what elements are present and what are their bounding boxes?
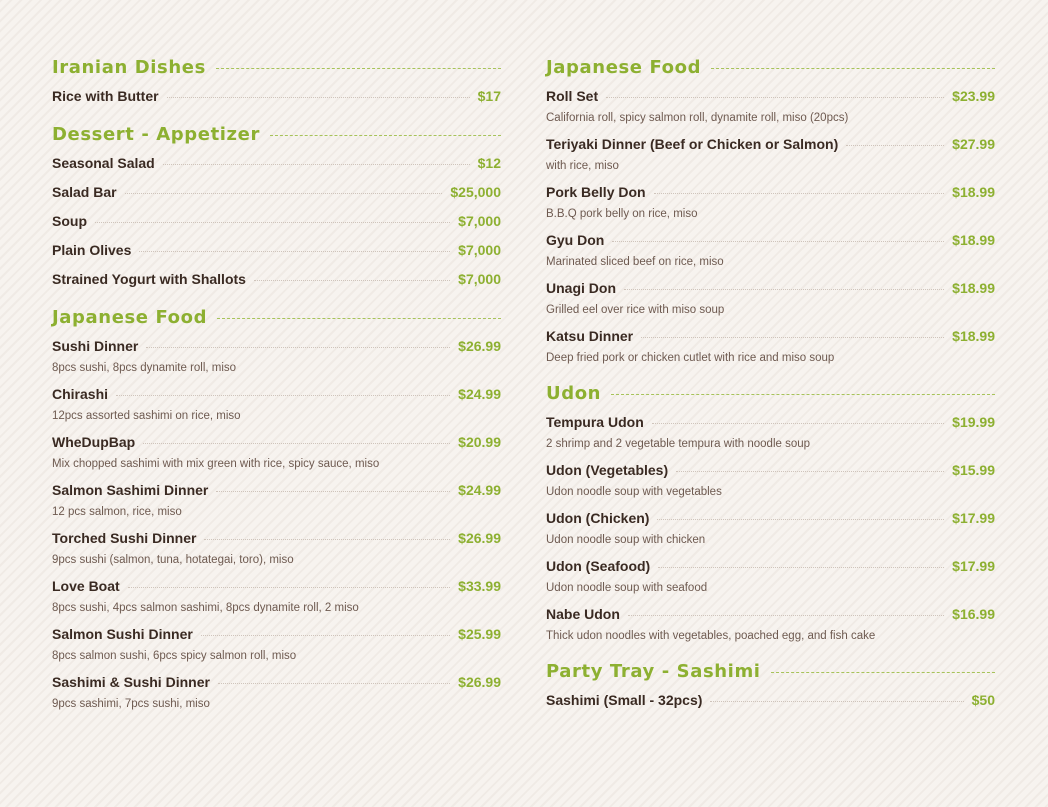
item-price: $15.99 <box>952 462 995 478</box>
item-name: Udon (Chicken) <box>546 510 650 526</box>
menu-item <box>52 578 501 616</box>
item-description: B.B.Q pork belly on rice, miso <box>546 208 698 220</box>
dotted-leader <box>676 471 944 472</box>
dotted-leader <box>95 222 450 223</box>
item-description: Thick udon noodles with vegetables, poached egg, and fish cake <box>546 630 876 642</box>
item-name: Soup <box>52 213 87 229</box>
item-name: Salmon Sushi Dinner <box>52 626 193 642</box>
dotted-leader <box>139 251 450 252</box>
item-description: Marinated sliced beef on rice, miso <box>546 256 724 268</box>
menu-item <box>52 88 501 107</box>
dotted-leader <box>125 193 443 194</box>
menu-item-row <box>52 530 501 549</box>
item-price: $27.99 <box>952 136 995 152</box>
menu-item <box>52 434 501 472</box>
menu-item-row <box>52 88 501 107</box>
item-description: Mix chopped sashimi with mix green with rice, spicy sauce, miso <box>52 458 380 470</box>
menu-item-row <box>52 578 501 597</box>
dashed-divider <box>217 318 501 319</box>
menu-item-row <box>52 674 501 693</box>
item-name: Udon (Seafood) <box>546 558 651 574</box>
item-name: Torched Sushi Dinner <box>52 530 197 546</box>
dashed-divider <box>216 68 501 69</box>
menu-item-row <box>52 434 501 453</box>
menu-item-row <box>546 232 995 251</box>
item-description: 12pcs assorted sashimi on rice, miso <box>52 410 241 422</box>
menu-item <box>546 136 995 174</box>
item-description: Deep fried pork or chicken cutlet with rice and miso soup <box>546 352 835 364</box>
menu-item <box>546 184 995 222</box>
item-description: 8pcs sushi, 4pcs salmon sashimi, 8pcs dynamite roll, 2 miso <box>52 602 359 614</box>
menu-section-japanese-food <box>546 56 995 366</box>
section-title: Japanese Food <box>52 306 208 328</box>
menu-item <box>52 155 501 174</box>
item-price: $7,000 <box>458 271 501 287</box>
section-title: Dessert - Appetizer <box>52 123 260 145</box>
dotted-leader <box>710 701 963 702</box>
dotted-leader <box>146 347 450 348</box>
menu-item-row <box>52 338 501 357</box>
item-price: $24.99 <box>458 386 501 402</box>
dotted-leader <box>658 567 944 568</box>
item-price: $7,000 <box>458 213 501 229</box>
item-name: Udon (Vegetables) <box>546 462 669 478</box>
item-description: 9pcs sashimi, 7pcs sushi, miso <box>52 698 210 710</box>
item-price: $25,000 <box>450 184 501 200</box>
item-name: Salmon Sashimi Dinner <box>52 482 209 498</box>
menu-item-row <box>52 271 501 290</box>
item-name: Seasonal Salad <box>52 155 155 171</box>
dotted-leader <box>254 280 450 281</box>
menu-item <box>52 184 501 203</box>
dotted-leader <box>116 395 450 396</box>
dotted-leader <box>624 289 944 290</box>
menu-item-row <box>546 280 995 299</box>
menu-item-row <box>52 626 501 645</box>
item-name: Sashimi & Sushi Dinner <box>52 674 210 690</box>
menu-column-left <box>52 56 501 728</box>
item-price: $19.99 <box>952 414 995 430</box>
item-description: California roll, spicy salmon roll, dynamite roll, miso (20pcs) <box>546 112 849 124</box>
menu-item-row <box>546 462 995 481</box>
dashed-divider <box>771 672 995 673</box>
section-header <box>52 123 501 145</box>
item-price: $16.99 <box>952 606 995 622</box>
item-price: $33.99 <box>458 578 501 594</box>
dotted-leader <box>612 241 944 242</box>
item-name: Rice with Butter <box>52 88 159 104</box>
item-description: with rice, miso <box>546 160 619 172</box>
item-price: $12 <box>477 155 501 171</box>
menu-item <box>52 242 501 261</box>
item-price: $18.99 <box>952 280 995 296</box>
menu-item-row <box>546 88 995 107</box>
menu-item <box>52 674 501 712</box>
item-price: $50 <box>971 692 995 708</box>
dotted-leader <box>606 97 944 98</box>
section-header <box>546 660 995 682</box>
item-name: Sashimi (Small - 32pcs) <box>546 692 703 708</box>
menu-item <box>52 271 501 290</box>
menu-item-row <box>52 242 501 261</box>
item-name: Teriyaki Dinner (Beef or Chicken or Salmon) <box>546 136 839 152</box>
item-description: Udon noodle soup with vegetables <box>546 486 722 498</box>
item-name: Tempura Udon <box>546 414 644 430</box>
item-description: 8pcs sushi, 8pcs dynamite roll, miso <box>52 362 237 374</box>
menu-item-row <box>546 136 995 155</box>
item-name: Unagi Don <box>546 280 616 296</box>
menu-item <box>546 462 995 500</box>
section-title: Iranian Dishes <box>52 56 206 78</box>
item-price: $20.99 <box>458 434 501 450</box>
item-description: 8pcs salmon sushi, 6pcs spicy salmon roll, miso <box>52 650 297 662</box>
item-name: WheDupBap <box>52 434 136 450</box>
dotted-leader <box>128 587 450 588</box>
item-price: $23.99 <box>952 88 995 104</box>
item-price: $26.99 <box>458 674 501 690</box>
section-title: Udon <box>546 382 602 404</box>
item-name: Salad Bar <box>52 184 117 200</box>
item-description: 2 shrimp and 2 vegetable tempura with noodle soup <box>546 438 811 450</box>
item-description: Grilled eel over rice with miso soup <box>546 304 725 316</box>
item-price: $18.99 <box>952 184 995 200</box>
item-name: Pork Belly Don <box>546 184 646 200</box>
menu-section-iranian-dishes <box>52 56 501 107</box>
section-header <box>52 56 501 78</box>
item-name: Roll Set <box>546 88 599 104</box>
menu-item-row <box>52 155 501 174</box>
menu-item <box>546 606 995 644</box>
section-title: Party Tray - Sashimi <box>546 660 761 682</box>
menu-item <box>52 626 501 664</box>
menu-item-row <box>52 482 501 501</box>
dotted-leader <box>201 635 450 636</box>
menu-item <box>52 530 501 568</box>
dotted-leader <box>218 683 450 684</box>
menu-item-row <box>546 692 995 711</box>
menu-item-row <box>546 328 995 347</box>
item-description: 12 pcs salmon, rice, miso <box>52 506 182 518</box>
item-name: Strained Yogurt with Shallots <box>52 271 246 287</box>
menu-item <box>546 232 995 270</box>
menu-item <box>52 386 501 424</box>
menu-item-row <box>546 558 995 577</box>
dotted-leader <box>143 443 450 444</box>
menu-item <box>52 338 501 376</box>
item-description: Udon noodle soup with chicken <box>546 534 706 546</box>
dashed-divider <box>711 68 995 69</box>
dotted-leader <box>657 519 944 520</box>
section-header <box>546 56 995 78</box>
dotted-leader <box>846 145 944 146</box>
item-price: $17 <box>477 88 501 104</box>
menu-item <box>52 482 501 520</box>
dotted-leader <box>204 539 450 540</box>
menu-item-row <box>546 414 995 433</box>
menu-item-row <box>52 184 501 203</box>
item-price: $26.99 <box>458 338 501 354</box>
item-price: $18.99 <box>952 232 995 248</box>
menu-section-party-tray-sashimi <box>546 660 995 711</box>
dashed-divider <box>611 394 995 395</box>
menu-item <box>546 280 995 318</box>
menu-section-japanese-food <box>52 306 501 712</box>
item-name: Nabe Udon <box>546 606 620 622</box>
dotted-leader <box>652 423 944 424</box>
item-price: $17.99 <box>952 510 995 526</box>
item-price: $18.99 <box>952 328 995 344</box>
section-title: Japanese Food <box>546 56 702 78</box>
section-header <box>52 306 501 328</box>
item-price: $7,000 <box>458 242 501 258</box>
menu-item <box>546 88 995 126</box>
dotted-leader <box>654 193 945 194</box>
dotted-leader <box>641 337 944 338</box>
menu-item-row <box>52 386 501 405</box>
item-name: Love Boat <box>52 578 120 594</box>
dotted-leader <box>163 164 470 165</box>
menu-item-row <box>546 606 995 625</box>
menu-section-udon <box>546 382 995 644</box>
menu-item <box>546 692 995 711</box>
menu-section-dessert-appetizer <box>52 123 501 290</box>
dotted-leader <box>216 491 450 492</box>
menu-item-row <box>546 184 995 203</box>
dotted-leader <box>167 97 470 98</box>
menu-column-right <box>546 56 995 727</box>
item-price: $25.99 <box>458 626 501 642</box>
item-description: Udon noodle soup with seafood <box>546 582 708 594</box>
item-name: Gyu Don <box>546 232 605 248</box>
item-price: $26.99 <box>458 530 501 546</box>
menu-item <box>546 414 995 452</box>
menu-item-row <box>52 213 501 232</box>
item-name: Sushi Dinner <box>52 338 139 354</box>
menu-item <box>52 213 501 232</box>
item-price: $24.99 <box>458 482 501 498</box>
dotted-leader <box>628 615 944 616</box>
menu-item <box>546 558 995 596</box>
item-name: Chirashi <box>52 386 109 402</box>
menu-item <box>546 510 995 548</box>
section-header <box>546 382 995 404</box>
menu-item-row <box>546 510 995 529</box>
menu-item <box>546 328 995 366</box>
item-name: Plain Olives <box>52 242 132 258</box>
item-name: Katsu Dinner <box>546 328 634 344</box>
dashed-divider <box>270 135 501 136</box>
item-price: $17.99 <box>952 558 995 574</box>
item-description: 9pcs sushi (salmon, tuna, hotategai, toro), miso <box>52 554 294 566</box>
